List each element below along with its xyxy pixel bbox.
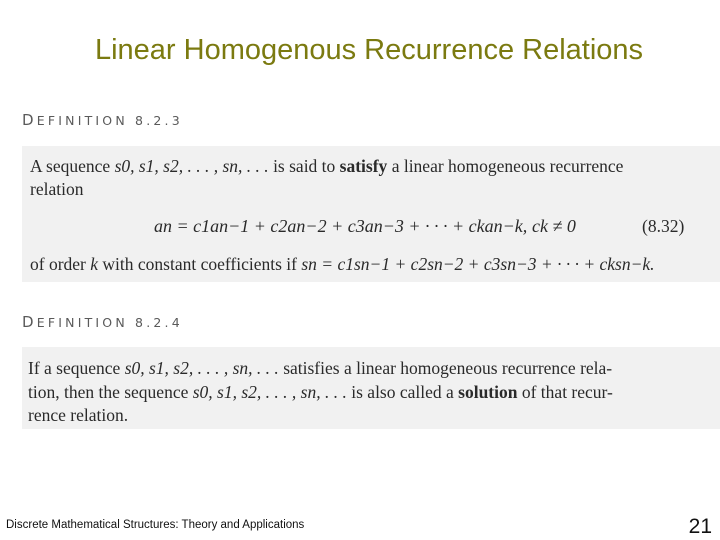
- def1-text-a: A sequence: [30, 156, 111, 176]
- def1-order-text: of order: [30, 254, 86, 274]
- def1-text-b: is said to: [273, 156, 336, 176]
- def2-term-solution: solution: [458, 382, 518, 402]
- def1-coefficients-text: with constant coefficients if: [102, 254, 297, 274]
- def2-line-2: [28, 382, 613, 403]
- def1-line-1: [30, 156, 623, 177]
- def2-text-a: If a sequence: [28, 358, 121, 378]
- def2-line-1: [28, 358, 612, 379]
- definition-824-box: [22, 347, 720, 429]
- definition-823-heading: [22, 111, 183, 129]
- slide-footer: Discrete Mathematical Structures: Theory and Applications: [6, 519, 305, 531]
- def2-sequence-2: s0, s1, s2, . . . , sn, . . .: [192, 382, 347, 402]
- slide-title: Linear Homogenous Recurrence Relations: [94, 34, 644, 66]
- def1-term-satisfy: satisfy: [339, 156, 388, 176]
- definition-heading-text: EFINITION 8.2.3: [36, 113, 183, 128]
- leading-coefficient-condition: ck ≠ 0: [532, 216, 576, 236]
- def2-text-e: of that recur-: [521, 382, 613, 402]
- def1-sequence: s0, s1, s2, . . . , sn, . . .: [114, 156, 269, 176]
- def1-line-2: relation: [30, 179, 84, 199]
- definition-824-heading: [22, 313, 183, 331]
- def2-text-d: is also called a: [351, 382, 454, 402]
- def1-text-c: a linear homogeneous recurrence: [391, 156, 624, 176]
- definition-heading-initial: D: [22, 313, 37, 331]
- page-number: 21: [688, 515, 712, 538]
- definition-heading-initial: D: [22, 111, 37, 129]
- def2-text-b: satisfies a linear homogeneous recurrence rela-: [283, 358, 613, 378]
- def2-sequence: s0, s1, s2, . . . , sn, . . .: [124, 358, 279, 378]
- def2-text-c: tion, then the sequence: [28, 382, 189, 402]
- recurrence-equation: an = c1an−1 + c2an−2 + c3an−3 + · · · + ckan−k,: [154, 216, 528, 236]
- def2-line-3: rence relation.: [28, 405, 129, 425]
- def1-order-k: k: [90, 254, 99, 274]
- definition-823-box: [22, 146, 720, 282]
- equation-number: (8.32): [642, 216, 685, 236]
- definition-heading-text: EFINITION 8.2.4: [36, 315, 183, 330]
- def1-sequence-equation: sn = c1sn−1 + c2sn−2 + c3sn−3 + · · · + cksn−k.: [301, 254, 655, 274]
- def1-line-4: [30, 254, 655, 275]
